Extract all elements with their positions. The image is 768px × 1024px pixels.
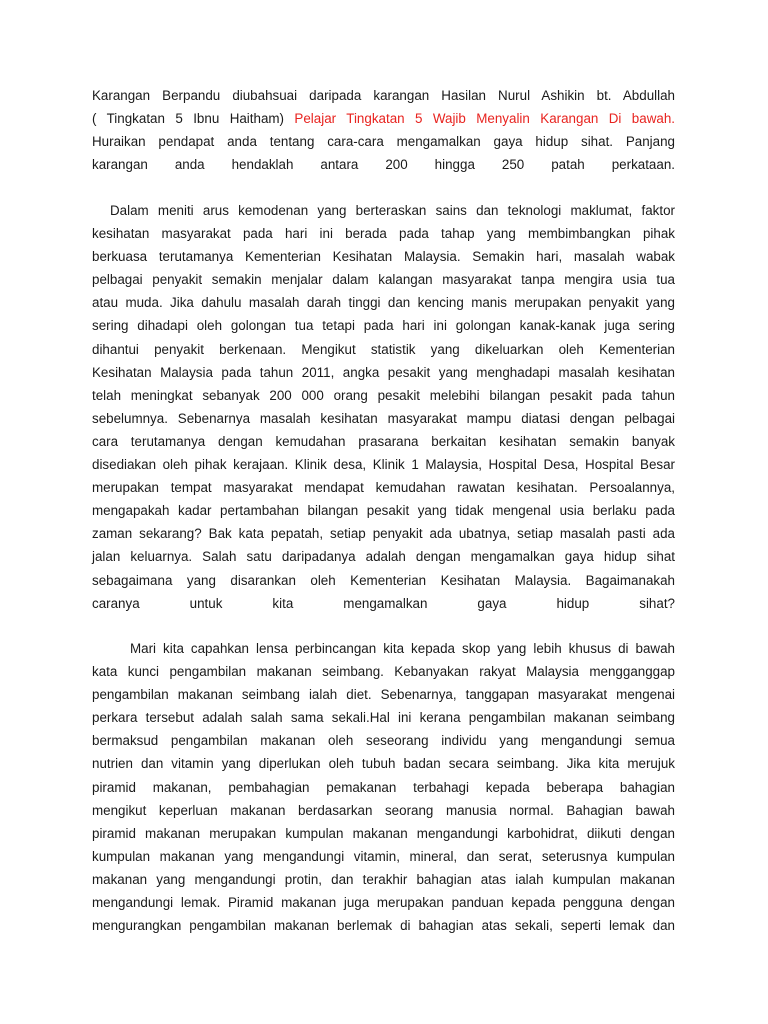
paragraph-line: caranya untuk kita mengamalkan gaya hidup sihat? — [92, 595, 675, 611]
paragraph-line: kumpulan makanan yang mengandungi vitamin, mineral, dan serat, seterusnya kumpulan — [92, 848, 675, 864]
paragraph-line: mengurangkan pengambilan makanan berlemak di bahagian atas sekali, seperti lemak dan — [92, 918, 675, 934]
intro-block — [92, 84, 675, 176]
paragraph-line: dihantui penyakit berkenaan. Mengikut statistik yang dikeluarkan oleh Kementerian — [92, 341, 675, 357]
intro-line: Huraikan pendapat anda tentang cara-cara mengamalkan gaya hidup sihat. Panjang — [92, 134, 675, 150]
paragraph-line: zaman sekarang? Bak kata pepatah, setiap penyakit ada ubatnya, setiap masalah pasti ada — [92, 526, 675, 542]
paragraph-line: pengambilan makanan seimbang ialah diet. Sebenarnya, tanggapan masyarakat mengenai — [92, 687, 675, 703]
paragraph-line: Kesihatan Malaysia pada tahun 2011, angka pesakit yang menghadapi masalah kesihatan — [92, 364, 675, 380]
paragraph-line: Dalam meniti arus kemodenan yang berteraskan sains dan teknologi maklumat, faktor — [110, 203, 675, 218]
intro-line-with-instruction — [92, 107, 675, 130]
paragraph-line: kata kunci pengambilan makanan seimbang. Kebanyakan rakyat Malaysia mengganggap — [92, 664, 675, 680]
paragraph-line: pelbagai penyakit semakin menjalar dalam kalangan masyarakat tanpa mengira usia tua — [92, 272, 675, 288]
paragraph-line: mengandungi lemak. Piramid makanan juga merupakan panduan kepada pengguna dengan — [92, 895, 675, 911]
paragraph-line: sering dihadapi oleh golongan tua tetapi pada hari ini golongan kanak-kanak juga sering — [92, 318, 675, 334]
paragraph-2 — [92, 637, 675, 937]
instruction-highlight: Pelajar Tingkatan 5 Wajib Menyalin Karangan Di bawah. — [294, 111, 675, 127]
paragraph-1 — [92, 199, 675, 615]
paragraph-line: jalan keluarnya. Salah satu daripadanya adalah dengan mengamalkan gaya hidup sihat — [92, 549, 675, 565]
intro-line: karangan anda hendaklah antara 200 hingga 250 patah perkataan. — [92, 157, 675, 173]
paragraph-line: mengapakah kadar pertambahan bilangan pesakit yang tidak mengenal usia berlaku pada — [92, 503, 675, 519]
paragraph-line: piramid makanan, pembahagian pemakanan terbahagi kepada beberapa bahagian — [92, 779, 675, 795]
paragraph-line: kesihatan masyarakat pada hari ini berada pada tahap yang membimbangkan pihak — [92, 226, 675, 242]
paragraph-line: makanan yang mengandungi protin, dan terakhir bahagian atas ialah kumpulan makanan — [92, 871, 675, 887]
paragraph-line: sebelumnya. Sebenarnya masalah kesihatan masyarakat mampu diatasi dengan pelbagai — [92, 410, 675, 426]
paragraph-line: nutrien dan vitamin yang diperlukan oleh tubuh badan secara seimbang. Jika kita merujuk — [92, 756, 675, 772]
paragraph-line: telah meningkat sebanyak 200 000 orang pesakit melebihi bilangan pesakit pada tahun — [92, 387, 675, 403]
paragraph-line: piramid makanan merupakan kumpulan makanan mengandungi karbohidrat, diikuti dengan — [92, 825, 675, 841]
paragraph-line: sebagaimana yang disarankan oleh Kementerian Kesihatan Malaysia. Bagaimanakah — [92, 572, 675, 588]
paragraph-line: mengikut keperluan makanan berdasarkan seorang manusia normal. Bahagian bawah — [92, 802, 675, 818]
paragraph-line: Mari kita capahkan lensa perbincangan kita kepada skop yang lebih khusus di bawah — [130, 641, 675, 656]
paragraph-line: merupakan tempat masyarakat mendapat kemudahan rawatan kesihatan. Persoalannya, — [92, 480, 675, 496]
paragraph-line: berkuasa terutamanya Kementerian Kesihatan Malaysia. Semakin hari, masalah wabak — [92, 249, 675, 265]
paragraph-line: perkara tersebut adalah salah sama sekali.Hal ini kerana pengambilan makanan seimbang — [92, 710, 675, 726]
paragraph-line: bermaksud pengambilan makanan oleh seseorang individu yang mengandungi semua — [92, 733, 675, 749]
paragraph-line: disediakan oleh pihak kerajaan. Klinik desa, Klinik 1 Malaysia, Hospital Desa, Hospital Besar — [92, 457, 675, 473]
intro-line: Karangan Berpandu diubahsuai daripada karangan Hasilan Nurul Ashikin bt. Abdullah — [92, 88, 675, 103]
intro-line-text: ( Tingkatan 5 Ibnu Haitham) — [92, 111, 295, 127]
paragraph-line: cara terutamanya dengan kemudahan prasarana berkaitan kesihatan semakin banyak — [92, 433, 675, 449]
paragraph-line: atau muda. Jika dahulu masalah darah tinggi dan kencing manis merupakan penyakit yang — [92, 295, 675, 311]
